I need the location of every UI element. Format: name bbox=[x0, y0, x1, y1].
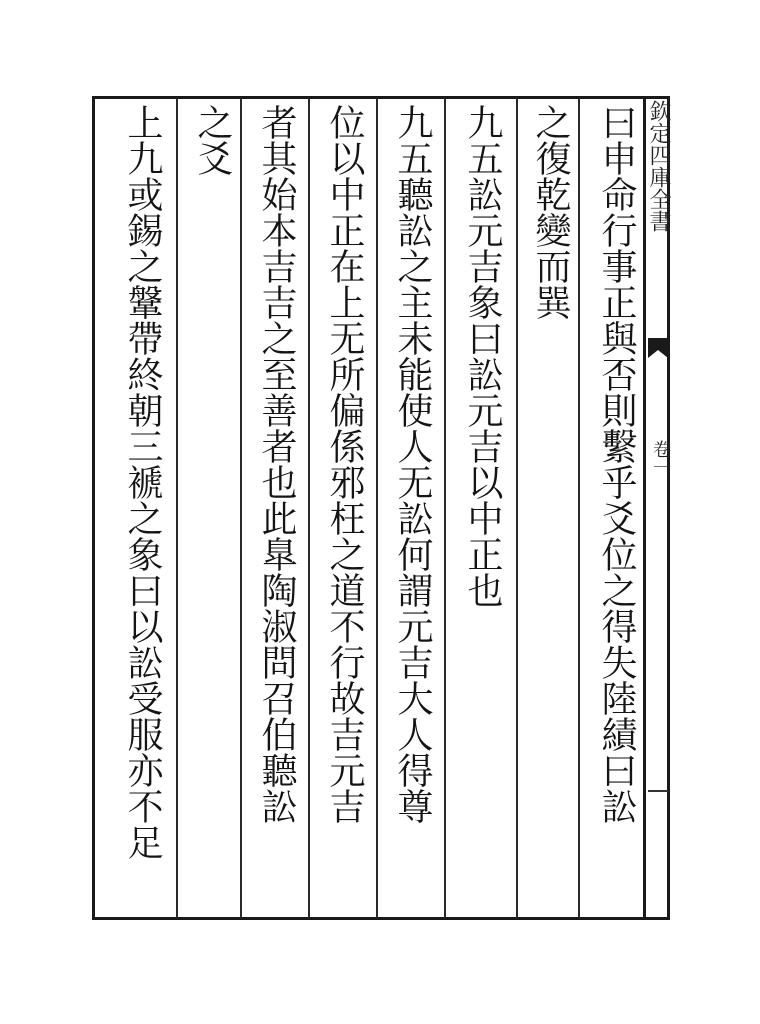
text-column-8: 上九或錫之鞶帶終朝三褫之象曰以訟受服亦不足 bbox=[122, 104, 163, 860]
text-column-2: 之復乾變而巽 bbox=[530, 104, 571, 320]
margin-divider bbox=[648, 790, 668, 792]
text-column-6: 者其始本吉吉之至善者也此臯陶淑問召伯聽訟 bbox=[256, 104, 297, 824]
fishtail-mark-icon bbox=[648, 338, 668, 366]
text-column-3: 九五訟元吉象曰訟元吉以中正也 bbox=[462, 104, 503, 608]
column-rule bbox=[308, 98, 310, 918]
column-rule bbox=[516, 98, 518, 918]
text-column-5: 位以中正在上无所偏係邪枉之道不行故吉元吉 bbox=[324, 104, 365, 824]
column-rule bbox=[176, 98, 178, 918]
column-rule bbox=[444, 98, 446, 918]
column-rule bbox=[376, 98, 378, 918]
text-column-1: 曰申命行事正與否則繫乎爻位之得失陸績曰訟 bbox=[596, 104, 637, 824]
margin-juan-label: 卷一 bbox=[650, 440, 671, 476]
margin-book-title: 欽定四庫全書 bbox=[646, 100, 671, 232]
column-rule bbox=[578, 98, 580, 918]
text-column-4: 九五聽訟之主未能使人无訟何謂元吉大人得尊 bbox=[392, 104, 433, 824]
text-column-7: 之爻 bbox=[192, 104, 233, 176]
column-rule bbox=[240, 98, 242, 918]
